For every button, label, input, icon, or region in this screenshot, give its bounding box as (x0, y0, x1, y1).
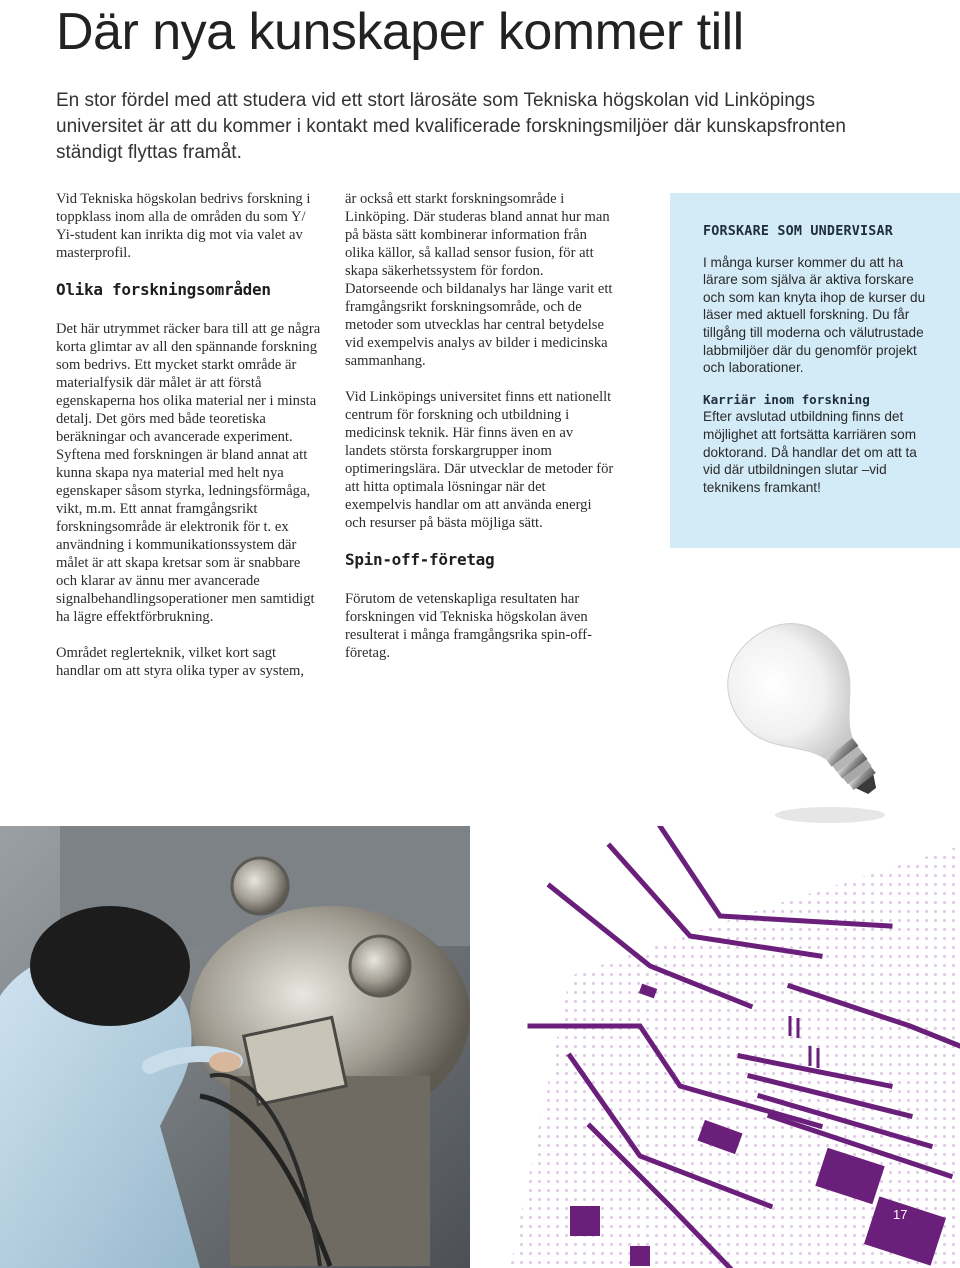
lightbulb-image (710, 610, 910, 830)
sidebar-subheading: Karriär inom forskning (703, 391, 870, 407)
spin-off-paragraph: Förutom de vetenskapliga resultaten har forskningen vid Tekniska högskolan även resulterat i många framgångsrika spin-off-företag. (345, 591, 592, 661)
sidebar-heading: FORSKARE SOM UNDERVISAR (703, 224, 894, 239)
lead-paragraph: En stor fördel med att studera vid ett stort lärosäte som Tekniska högskolan vid Linköpings universitet är att du kommer i kontakt med kvalificerade forskningsmiljöer där kunskapsfronten ständigt flyttas framåt. (56, 90, 846, 163)
sidebar-paragraph: I många kurser kommer du att ha lärare som själva är aktiva forskare och som kan knyta ihop de kurser du läser med aktuell forskning. Du får tillgång till moderna och välutrustade labbmiljöer där du genomför projekt och laborationer. (703, 254, 926, 376)
page-number: 17 (893, 1207, 908, 1222)
control-theory-paragraph: Området reglerteknik, vilket kort sagt handlar om att styra olika typer av system, (56, 645, 305, 679)
section-heading-spin-off: Spin-off-företag (345, 550, 495, 569)
text-column-2 (345, 190, 615, 680)
sidebar-career-paragraph: Efter avslutad utbildning finns det möjlighet att fortsätta karriären som doktorand. Då handlar det om att ta vid där utbildningen slutar –vid teknikens framkant! (703, 409, 917, 495)
circuit-board-image (490, 826, 960, 1268)
page-title: Där nya kunskaper kommer till (56, 3, 744, 61)
national-center-paragraph: Vid Linköpings universitet finns ett nationellt centrum för forskning och utbildning i medicinsk teknik. Här finns även en av landets största forskargrupper inom optimeringslära. Där utvecklar de metoder för att hitta optimala lösningar när det exempelvis handlar om att använda energi och resurser på bästa möjliga sätt. (345, 389, 614, 531)
section-heading-research-areas: Olika forskningsområden (56, 280, 271, 299)
laboratory-photo (0, 826, 470, 1268)
intro-paragraph: Vid Tekniska högskolan bedrivs forskning i toppklass inom alla de områden du som Y/ Yi-student kan inrikta dig mot via valet av masterprofil. (56, 191, 311, 261)
text-column-1 (56, 190, 321, 698)
continuation-paragraph: är också ett starkt forskningsområde i Linköping. Där studeras bland annat hur man på bästa sätt kombinerar information från olika källor, så kallad sensor fusion, för att skapa säkerhetssystem för fordon. Datorseende och bildanalys har länge varit ett framgångsrikt forskningsområde, och de metoder som utvecklas har central betydelse vid exempelvis analys av bilder i medicinska sammanhang. (345, 191, 613, 369)
info-sidebar (670, 193, 960, 548)
research-areas-paragraph: Det här utrymmet räcker bara till att ge några korta glimtar av all den spännande forskning som bedrivs. Ett mycket starkt område är materialfysik där målet är att förstå egenskaperna hos olika material ner i minsta detalj. Det görs med både teoretiska beräkningar och avancerade experiment. Syftena med forskningen är bland annat att kunna skapa nya material med helt nya egenskaper såsom styrka, ledningsförmåga, vikt, m.m. Ett annat framgångsrikt forskningsområde är elektronik för t. ex användning i kommunikationssystem där målet är att skapa kretsar som är snabbare och klarar av ännu mer avancerade signalbehandlingsoperationer men samtidigt ha lägre effektförbrukning. (56, 321, 321, 625)
